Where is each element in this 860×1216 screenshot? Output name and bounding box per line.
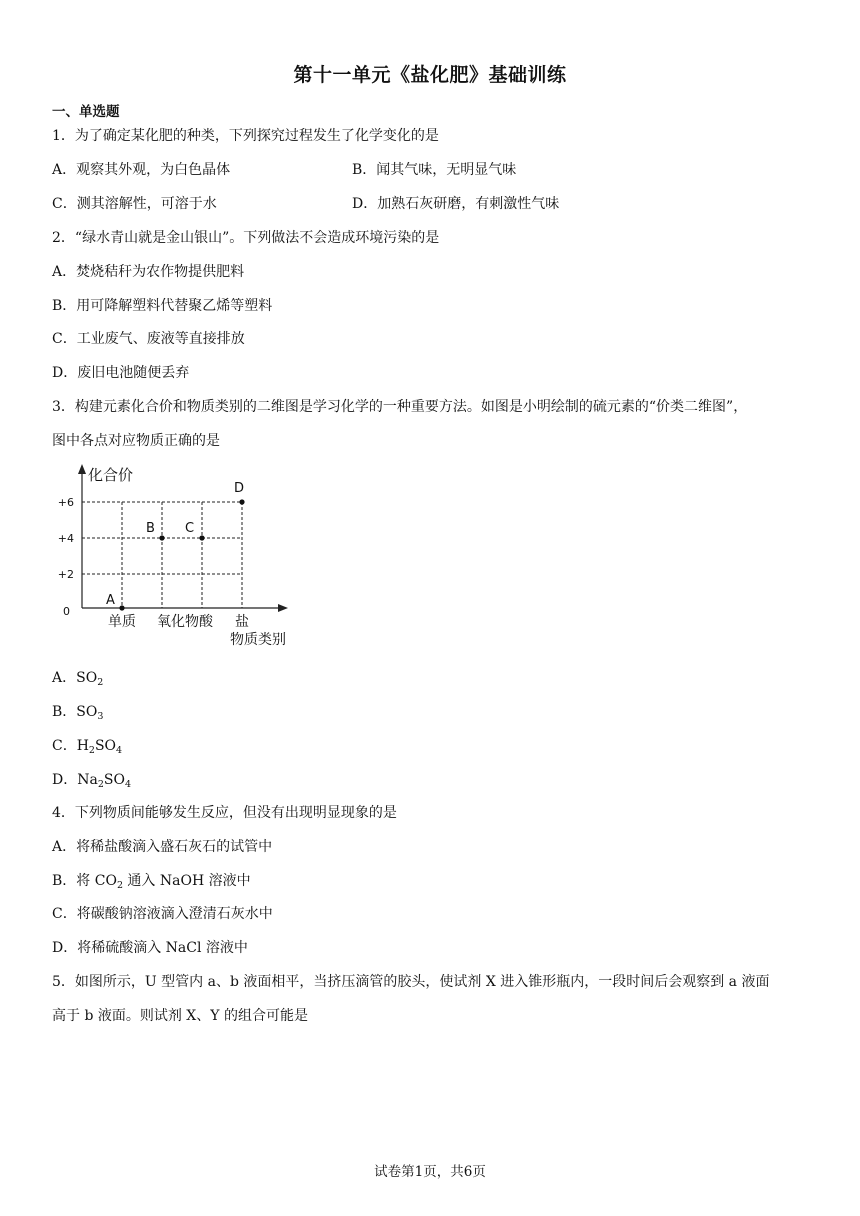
q3-stem-line1: 3．构建元素化合价和物质类别的二维图是学习化学的一种重要方法。如图是小明绘制的硫元素的“价类二维图”， xyxy=(52,399,748,415)
q1-option-b: B．闻其气味，无明显气味 xyxy=(352,162,517,178)
q4-option-c: C．将碳酸钠溶液滴入澄清石灰水中 xyxy=(52,906,273,922)
q1-option-c: C．测其溶解性，可溶于水 xyxy=(52,196,217,212)
point-d xyxy=(239,499,244,504)
q1-option-d: D．加熟石灰研磨，有刺激性气味 xyxy=(352,196,560,212)
y-tick-label: +6 xyxy=(57,496,74,509)
q2-stem: 2．“绿水青山就是金山银山”。下列做法不会造成环境污染的是 xyxy=(52,230,440,246)
q3-option-c: C．$H_2SO_4$ xyxy=(52,738,123,756)
x-category-label: 单质 xyxy=(108,614,136,630)
q1-option-a: A．观察其外观，为白色晶体 xyxy=(52,162,231,178)
page-footer: 试卷第1页，共6页 xyxy=(374,1164,486,1180)
q5-stem-line2: 高于 b 液面。则试剂 X、Y 的组合可能是 xyxy=(52,1008,308,1024)
q2-option-c: C．工业废气、废液等直接排放 xyxy=(52,331,245,347)
q5-stem-line1: 5．如图所示，U 型管内 a、b 液面相平，当挤压滴管的胶头，使试剂 X 进入锥形瓶内，一段时间后会观察到 a 液面 xyxy=(52,974,770,990)
x-category-label: 酸 xyxy=(199,614,213,630)
q2-option-d: D．废旧电池随便丢弃 xyxy=(52,365,190,381)
q3-option-b: B．$SO_3$ xyxy=(52,704,104,722)
x-category-label: 氧化物 xyxy=(157,614,199,630)
q4-option-b: B．将 $CO_2$ 通入 NaOH 溶液中 xyxy=(52,873,251,891)
x-category-label: 盐 xyxy=(235,614,249,630)
q4-stem: 4．下列物质间能够发生反应，但没有出现明显现象的是 xyxy=(52,805,397,821)
point-label: D xyxy=(234,481,245,496)
section-heading: 一、单选题 xyxy=(52,104,120,120)
y-axis-label: 化合价 xyxy=(88,466,134,484)
valence-class-diagram xyxy=(48,460,308,652)
y-tick-label: +4 xyxy=(57,532,74,545)
x-axis-label: 物质类别 xyxy=(230,632,286,648)
q3-stem-line2: 图中各点对应物质正确的是 xyxy=(52,433,220,449)
q3-option-d: D．$Na_2SO_4$ xyxy=(52,772,131,790)
q4-option-a: A．将稀盐酸滴入盛石灰石的试管中 xyxy=(52,839,273,855)
point-label: C xyxy=(185,521,195,536)
y-tick-label: +2 xyxy=(57,568,74,581)
q2-option-a: A．焚烧秸秆为农作物提供肥料 xyxy=(52,264,245,280)
q4-option-d: D．将稀硫酸滴入 NaCl 溶液中 xyxy=(52,940,248,956)
y-tick-label: 0 xyxy=(63,605,70,618)
q2-option-b: B．用可降解塑料代替聚乙烯等塑料 xyxy=(52,298,273,314)
q3-option-a: A．$SO_2$ xyxy=(52,670,104,688)
q1-stem: 1．为了确定某化肥的种类，下列探究过程发生了化学变化的是 xyxy=(52,128,439,144)
point-b xyxy=(159,535,164,540)
point-c xyxy=(199,535,204,540)
point-a xyxy=(119,605,124,610)
page-title: 第十一单元《盐化肥》基础训练 xyxy=(293,64,567,86)
point-label: A xyxy=(106,593,115,608)
point-label: B xyxy=(146,521,155,536)
